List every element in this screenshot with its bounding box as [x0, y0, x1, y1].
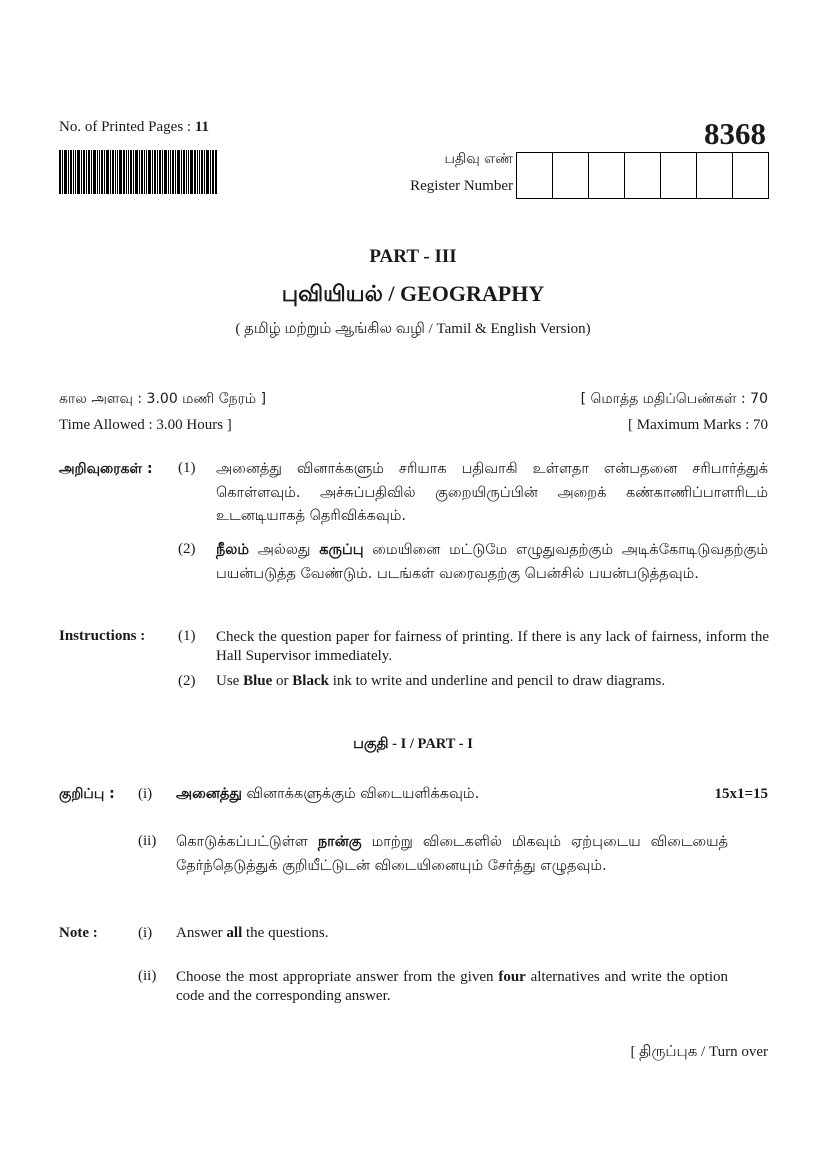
note-fragment: Answer	[176, 925, 227, 941]
all-word: all	[226, 925, 243, 941]
register-digit-box[interactable]	[625, 153, 661, 198]
subject-title: புவியியல் / GEOGRAPHY	[281, 281, 545, 306]
register-digit-box[interactable]	[661, 153, 697, 198]
instruction-text	[216, 673, 665, 690]
max-marks-tamil: [ மொத்த மதிப்பெண்கள் : 70	[580, 391, 768, 407]
register-number-boxes[interactable]	[516, 152, 769, 199]
register-digit-box[interactable]	[517, 153, 553, 198]
register-digit-box[interactable]	[733, 153, 768, 198]
instruction-fragment: or	[272, 673, 293, 689]
register-label-tamil: பதிவு எண்	[444, 151, 513, 167]
instruction-fragment: Use	[216, 673, 244, 689]
instruction-fragment: ink to write and underline and pencil to draw diagrams.	[328, 673, 666, 689]
note-number: (i)	[138, 786, 153, 802]
max-marks: [ Maximum Marks : 70	[628, 417, 768, 433]
paper-code: 8368	[704, 116, 766, 151]
four-word: four	[498, 969, 526, 985]
section-marks: 15x1=15	[714, 786, 768, 802]
note-number: (ii)	[138, 833, 157, 849]
instruction-number: (2)	[178, 673, 196, 689]
section-heading: பகுதி - I / PART - I	[353, 736, 473, 752]
version-line: ( தமிழ் மற்றும் ஆங்கில வழி / Tamil & English Version)	[235, 321, 591, 337]
note-fragment: alternatives and write the option code and the corresponding answer.	[176, 969, 728, 1004]
printed-pages-label: No. of Printed Pages :	[59, 119, 195, 135]
note-fragment: Choose the most appropriate answer from the given	[176, 969, 499, 985]
instructions-label-tamil: அறிவுரைகள் :	[59, 461, 153, 477]
register-label: Register Number	[410, 178, 513, 194]
time-allowed: Time Allowed : 3.00 Hours ]	[59, 417, 232, 433]
part-title: PART - III	[369, 246, 457, 267]
note-fragment: the questions.	[242, 925, 329, 941]
note-number: (ii)	[138, 968, 157, 984]
blue-word: Blue	[243, 673, 273, 689]
instruction-fragment: அல்லது	[249, 542, 320, 558]
instruction-fragment: மையினை மட்டுமே எழுதுவதற்கும் அடிக்கோடிடுவதற்கும் பயன்படுத்த வேண்டும். படங்கள் வரைவதற்கு பென்சில் பயன்படுத்தவும்.	[216, 542, 768, 582]
black-word: கருப்பு	[319, 542, 364, 558]
instruction-number: (2)	[178, 541, 196, 557]
note-label: Note :	[59, 925, 98, 941]
note-fragment: கொடுக்கப்பட்டுள்ள	[176, 834, 318, 850]
barcode-image	[59, 150, 217, 194]
instruction-text-tamil: அனைத்து வினாக்களும் சரியாக பதிவாகி உள்ளதா என்பதனை சரிபார்த்துக் கொள்ளவும். அச்சுப்பதிவில் குறையிருப்பின் அறைக் கண்காணிப்பாளரிடம் உடனடியாகத் தெரிவிக்கவும்.	[216, 461, 768, 524]
note-text-tamil	[176, 786, 479, 804]
instruction-text: Check the question paper for fairness of printing. If there is any lack of fairness, inform the Hall Supervisor immediately.	[216, 629, 769, 664]
turn-over: [ திருப்புக / Turn over	[630, 1044, 768, 1060]
register-digit-box[interactable]	[553, 153, 589, 198]
instruction-number: (1)	[178, 628, 196, 644]
note-text	[176, 925, 329, 942]
black-word: Black	[292, 673, 329, 689]
note-text	[176, 968, 728, 1006]
register-digit-box[interactable]	[589, 153, 625, 198]
all-word: அனைத்து	[176, 786, 242, 802]
instructions-label: Instructions :	[59, 628, 146, 644]
time-allowed-tamil: கால அளவு : 3.00 மணி நேரம் ]	[59, 391, 267, 407]
note-text-tamil	[176, 831, 728, 878]
printed-pages-value: 11	[194, 119, 210, 135]
instruction-text-tamil	[216, 539, 768, 586]
note-fragment: மாற்று விடைகளில் மிகவும் ஏற்புடைய விடையைத் தேர்ந்தெடுத்துக் குறியீட்டுடன் விடையினையும் சேர்த்து எழுதவும்.	[176, 834, 729, 874]
four-word: நான்கு	[317, 834, 362, 850]
instruction-number: (1)	[178, 460, 196, 476]
note-number: (i)	[138, 925, 153, 941]
blue-word: நீலம்	[216, 542, 249, 558]
printed-pages	[59, 119, 209, 136]
register-digit-box[interactable]	[697, 153, 733, 198]
note-label-tamil: குறிப்பு :	[59, 786, 115, 802]
note-fragment: வினாக்களுக்கும் விடையளிக்கவும்.	[241, 786, 480, 802]
